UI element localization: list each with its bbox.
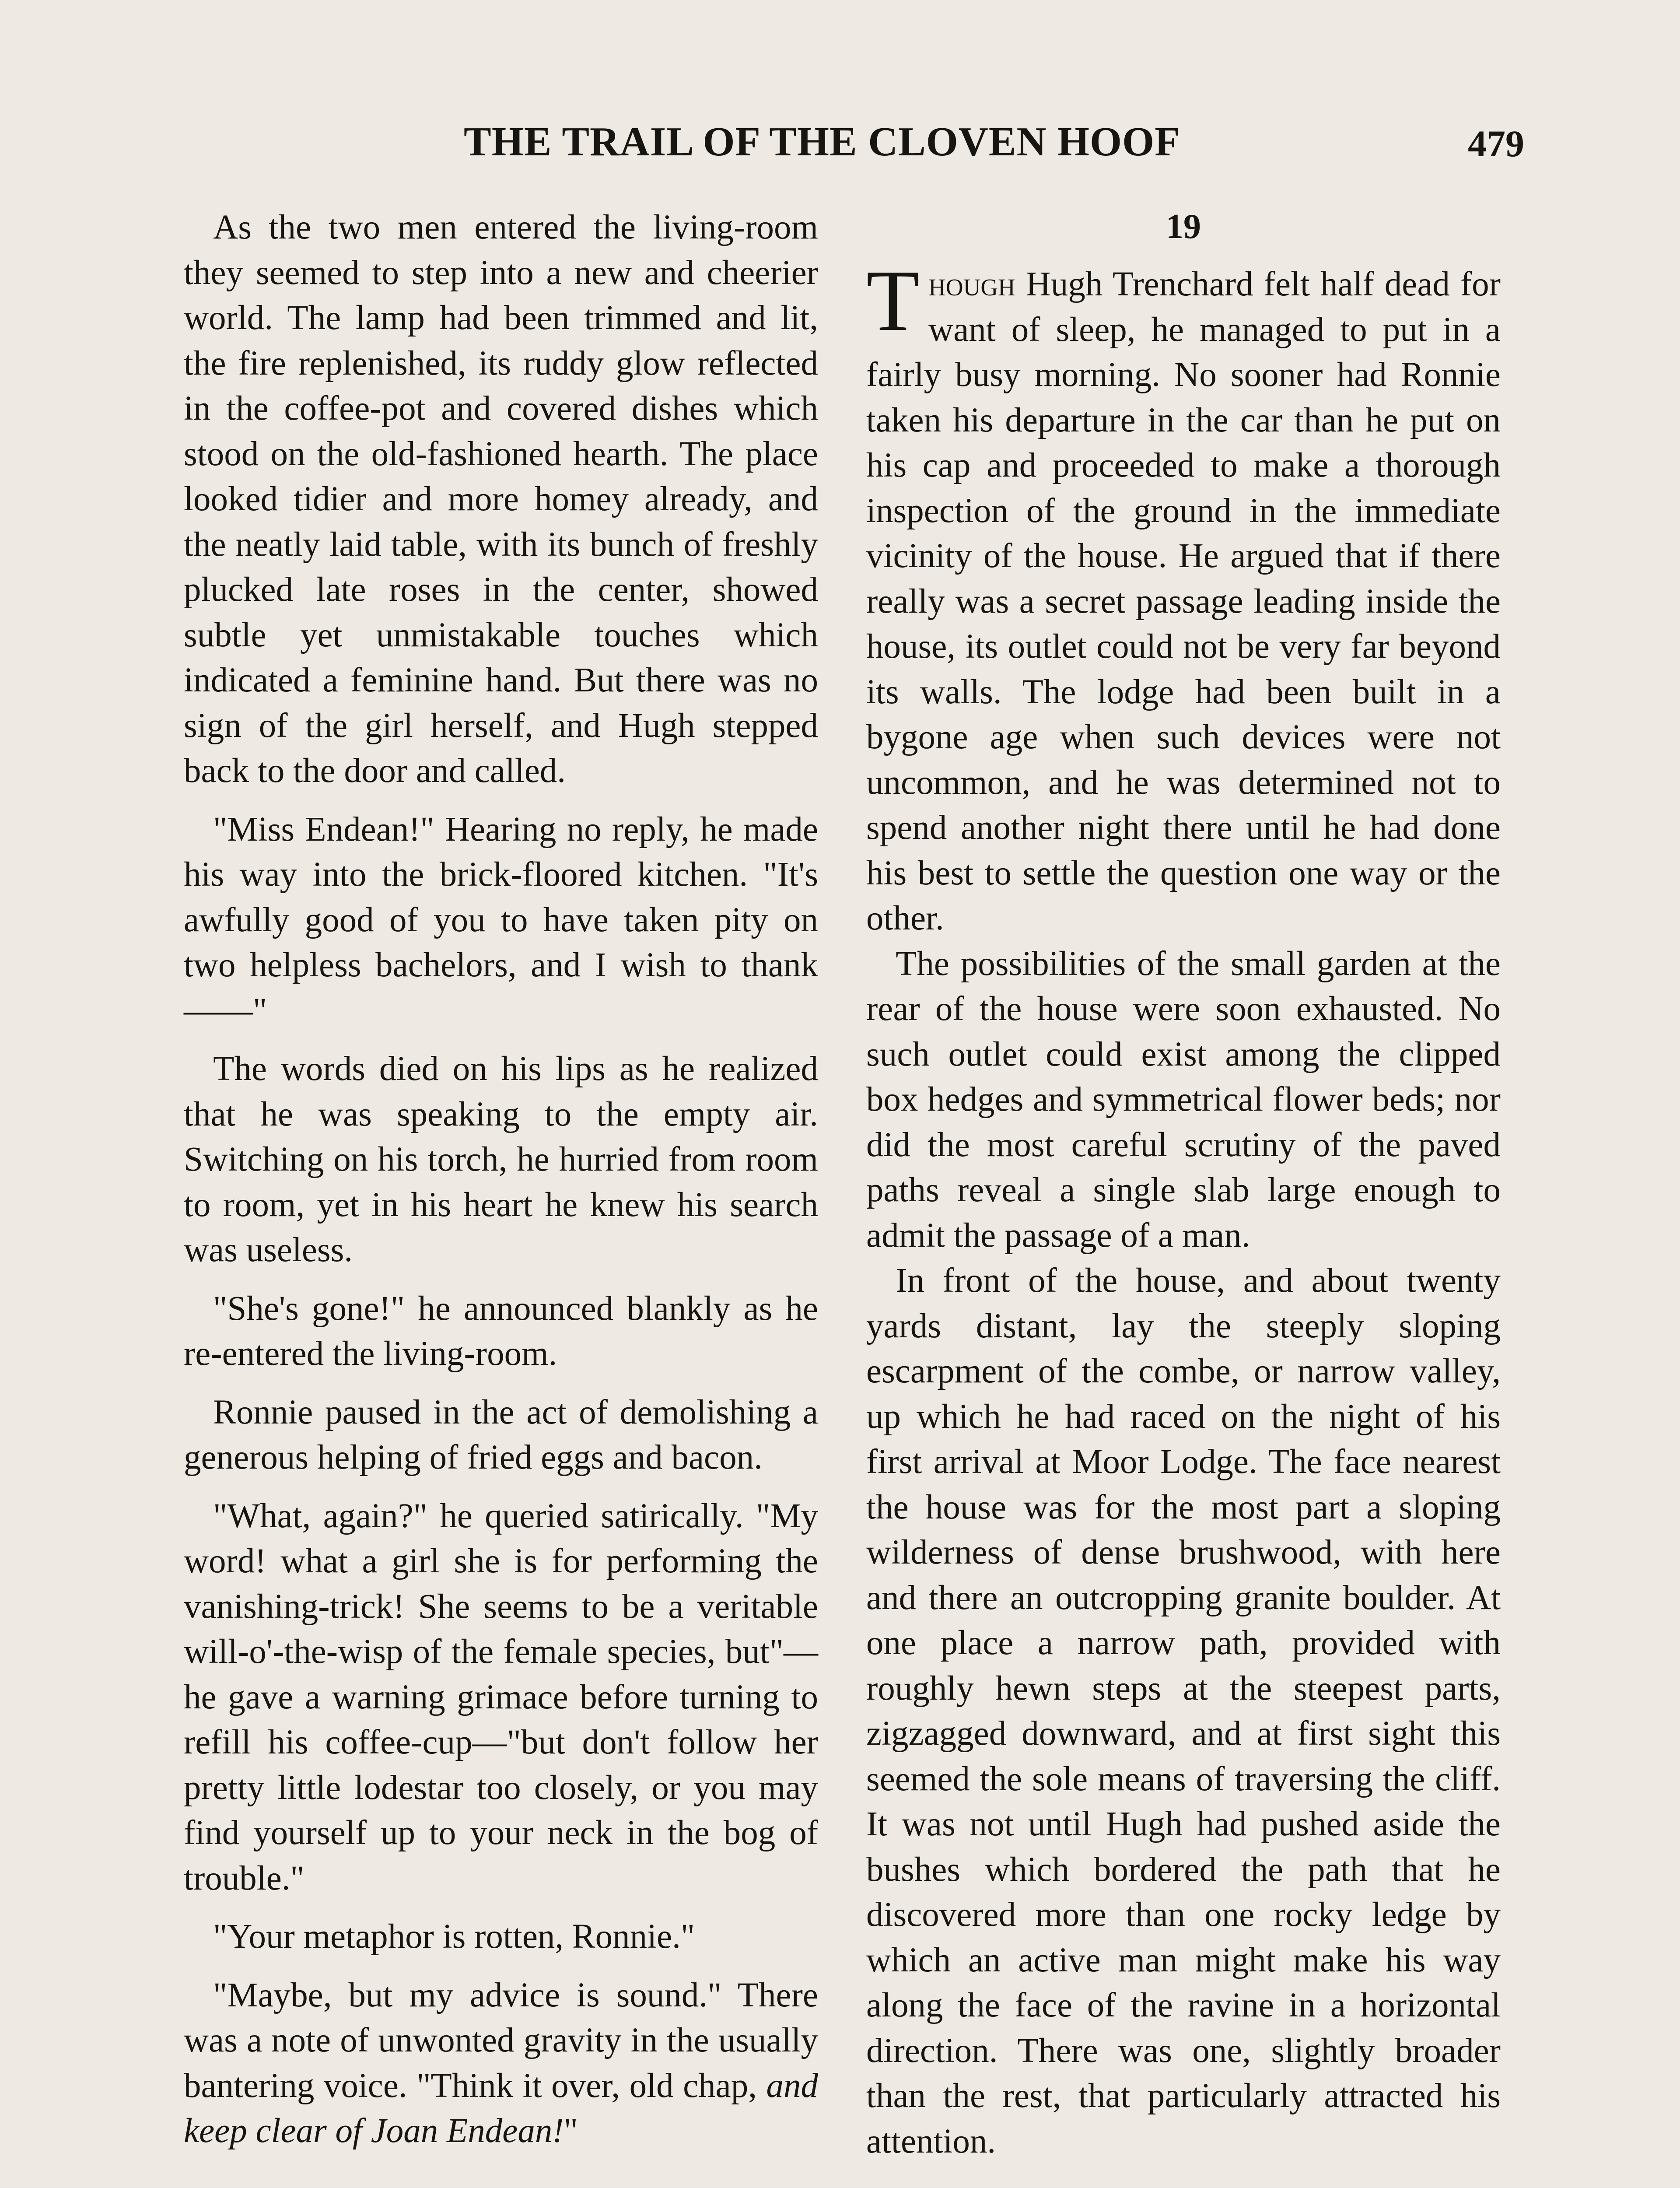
paragraph-text: "Maybe, but my advice is sound." There was a note of unwonted gravity in the usually bantering voice. "Think it over, old chap, <box>184 1976 818 2105</box>
page-number: 479 <box>1468 123 1524 165</box>
paragraph: "What, again?" he queried satirically. "My word! what a girl she is for performing the vanishing-trick! She seems to be a veritable will-o'-the-wisp of the female species, but"—he gave a warning grimace before turning to refill his coffee-cup—"but don't follow her pretty little lodestar too closely, or you may find yourself up to your neck in the bog of trouble." <box>184 1497 818 1897</box>
running-title: THE TRAIL OF THE CLOVEN HOOF <box>464 119 1180 165</box>
paragraph: The possibilities of the small garden at the rear of the house were soon exhausted. No such outlet could exist among the clipped box hedges and symmetrical flower beds; nor did the most careful scrutiny of the paved paths reveal a single slab large enough to admit the passage of a man. <box>866 944 1501 1255</box>
chapter-number: 19 <box>1166 207 1201 246</box>
closing-quote: " <box>564 2112 578 2150</box>
paragraph: In front of the house, and about twenty yards distant, lay the steeply sloping escarpment of the combe, or narrow valley, up which he had raced on the night of his first arrival at Moor Lodge. The face nearest the house was for the most part a sloping wilderness of dense brushwood, with here and there an outcropping granite boulder. At one place a narrow path, provided with roughly hewn steps at the steepest parts, zigzagged downward, and at first sight this seemed the sole means of traversing the cliff. It was not until Hugh had pushed aside the bushes which bordered the path that he discovered more than one rocky ledge by which an active man might make his way along the face of the ravine in a horizontal direction. There was one, slightly broader than the rest, that particularly attracted his attention. <box>866 1262 1501 2160</box>
paragraph: The words died on his lips as he realized that he was speaking to the empty air. Switching on his torch, he hurried from room to room, yet in his heart he knew his search was useless. <box>184 1050 818 1269</box>
paragraph: "Your metaphor is rotten, Ronnie." <box>213 1918 695 1956</box>
paragraph: "Miss Endean!" Hearing no reply, he made his way into the brick-floored kitchen. "It's awfully good of you to have taken pity on two helpless bachelors, and I wish to thank——" <box>184 810 818 1030</box>
paragraph: "She's gone!" he announced blankly as he re-entered the living-room. <box>184 1289 818 1373</box>
small-caps-lead: hough <box>928 265 1015 303</box>
left-column <box>184 205 818 2167</box>
paragraph-final <box>184 1973 818 2154</box>
page-header <box>0 114 1680 179</box>
drop-cap: T <box>866 252 920 349</box>
italic-emphasis: and keep clear of Joan Endean! <box>184 2066 818 2150</box>
right-column <box>866 205 1501 2164</box>
opening-paragraph <box>866 252 1501 941</box>
opening-text: Hugh Trenchard felt half dead for want of sleep, he managed to put in a fairly busy morning. No sooner had Ronnie taken his departure in the car than he put on his cap and proceeded to make a thorough inspection of the ground in the immediate vicinity of the house. He argued that if there really was a secret passage leading inside the house, its outlet could not be very far beyond its walls. The lodge had been built in a bygone age when such devices were not uncommon, and he was determined not to spend another night there until he had done his best to settle the question one way or the other. <box>866 265 1501 937</box>
paragraph: As the two men entered the living-room they seemed to step into a new and cheerier world. The lamp had been trimmed and lit, the fire replenished, its ruddy glow reflected in the coffee-pot and covered dishes which stood on the old-fashioned hearth. The place looked tidier and more homey already, and the neatly laid table, with its bunch of freshly plucked late roses in the center, showed subtle yet unmistakable touches which indicated a feminine hand. But there was no sign of the girl herself, and Hugh stepped back to the door and called. <box>184 208 818 790</box>
paragraph: Ronnie paused in the act of demolishing a generous helping of fried eggs and bacon. <box>184 1393 818 1476</box>
